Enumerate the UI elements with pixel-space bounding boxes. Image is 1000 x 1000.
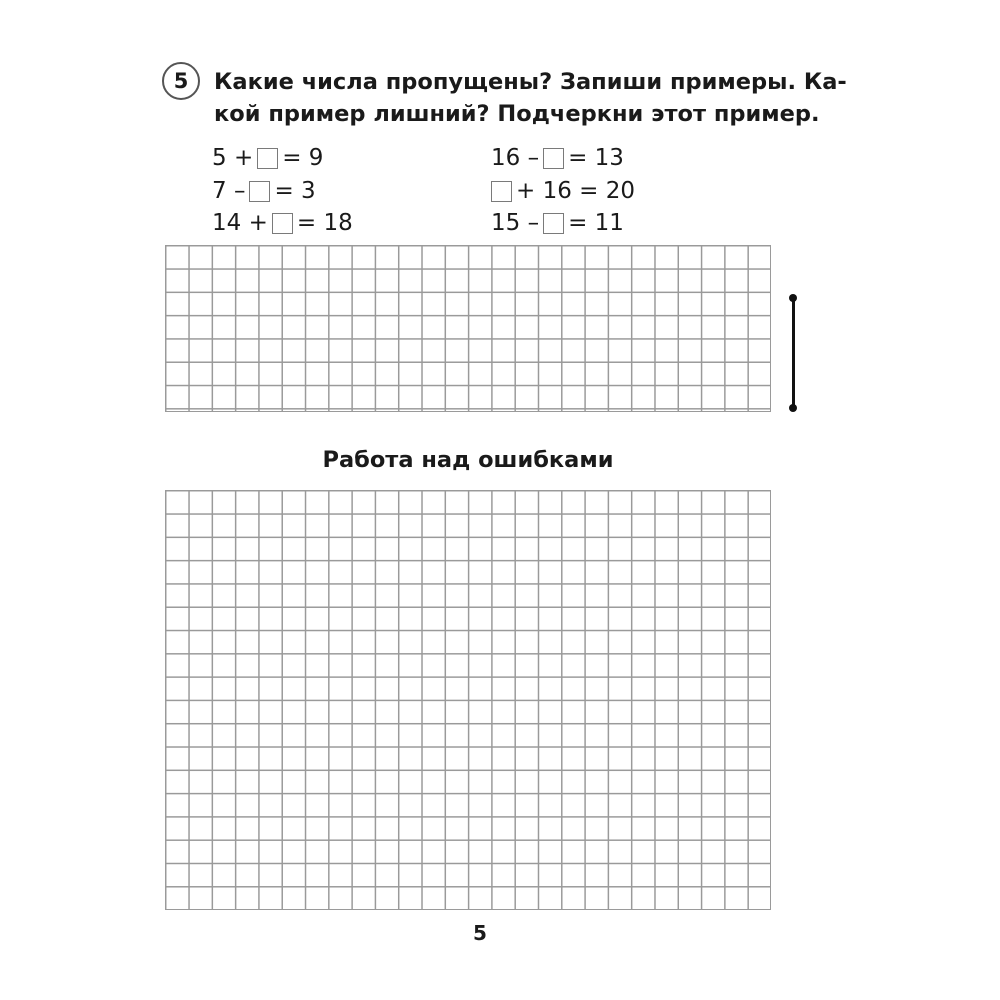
margin-marker-dot-bottom bbox=[789, 404, 797, 412]
equation-right-2-rhs: + 16 = 20 bbox=[516, 178, 636, 204]
section-heading: Работа над ошибками bbox=[322, 447, 614, 473]
task-title bbox=[214, 66, 847, 130]
equation-right-3-rhs: = 11 bbox=[568, 210, 624, 236]
equation-right-1 bbox=[491, 143, 624, 173]
margin-marker-dot-top bbox=[789, 294, 797, 302]
answer-box[interactable] bbox=[249, 181, 270, 202]
margin-marker-line bbox=[792, 298, 795, 408]
answer-box[interactable] bbox=[543, 213, 564, 234]
equation-left-1-lhs: 5 + bbox=[212, 145, 254, 171]
task-number-badge bbox=[162, 62, 200, 100]
equation-right-3 bbox=[491, 208, 624, 238]
equation-right-1-lhs: 16 – bbox=[491, 145, 540, 171]
corrections-grid[interactable] bbox=[165, 490, 771, 910]
equation-left-3-lhs: 14 + bbox=[212, 210, 268, 236]
equation-left-1-rhs: = 9 bbox=[282, 145, 324, 171]
equation-right-3-lhs: 15 – bbox=[491, 210, 540, 236]
equation-right-1-rhs: = 13 bbox=[568, 145, 624, 171]
answer-box[interactable] bbox=[257, 148, 278, 169]
answer-grid[interactable] bbox=[165, 245, 771, 412]
equation-left-2-lhs: 7 – bbox=[212, 178, 246, 204]
task-title-line-1: Какие числа пропущены? Запиши примеры. Ка- bbox=[214, 69, 847, 95]
answer-box[interactable] bbox=[272, 213, 293, 234]
page-number: 5 bbox=[473, 921, 487, 945]
answer-box[interactable] bbox=[543, 148, 564, 169]
equation-right-2 bbox=[487, 176, 635, 206]
equation-left-2-rhs: = 3 bbox=[274, 178, 316, 204]
task-number: 5 bbox=[173, 69, 189, 93]
answer-box[interactable] bbox=[491, 181, 512, 202]
equation-left-3 bbox=[212, 208, 353, 238]
margin-marker bbox=[786, 294, 800, 412]
equation-left-3-rhs: = 18 bbox=[296, 210, 353, 236]
task-title-line-2: кой пример лишний? Подчеркни этот пример. bbox=[214, 101, 820, 127]
equation-left-2 bbox=[212, 176, 316, 206]
equation-left-1 bbox=[212, 143, 323, 173]
